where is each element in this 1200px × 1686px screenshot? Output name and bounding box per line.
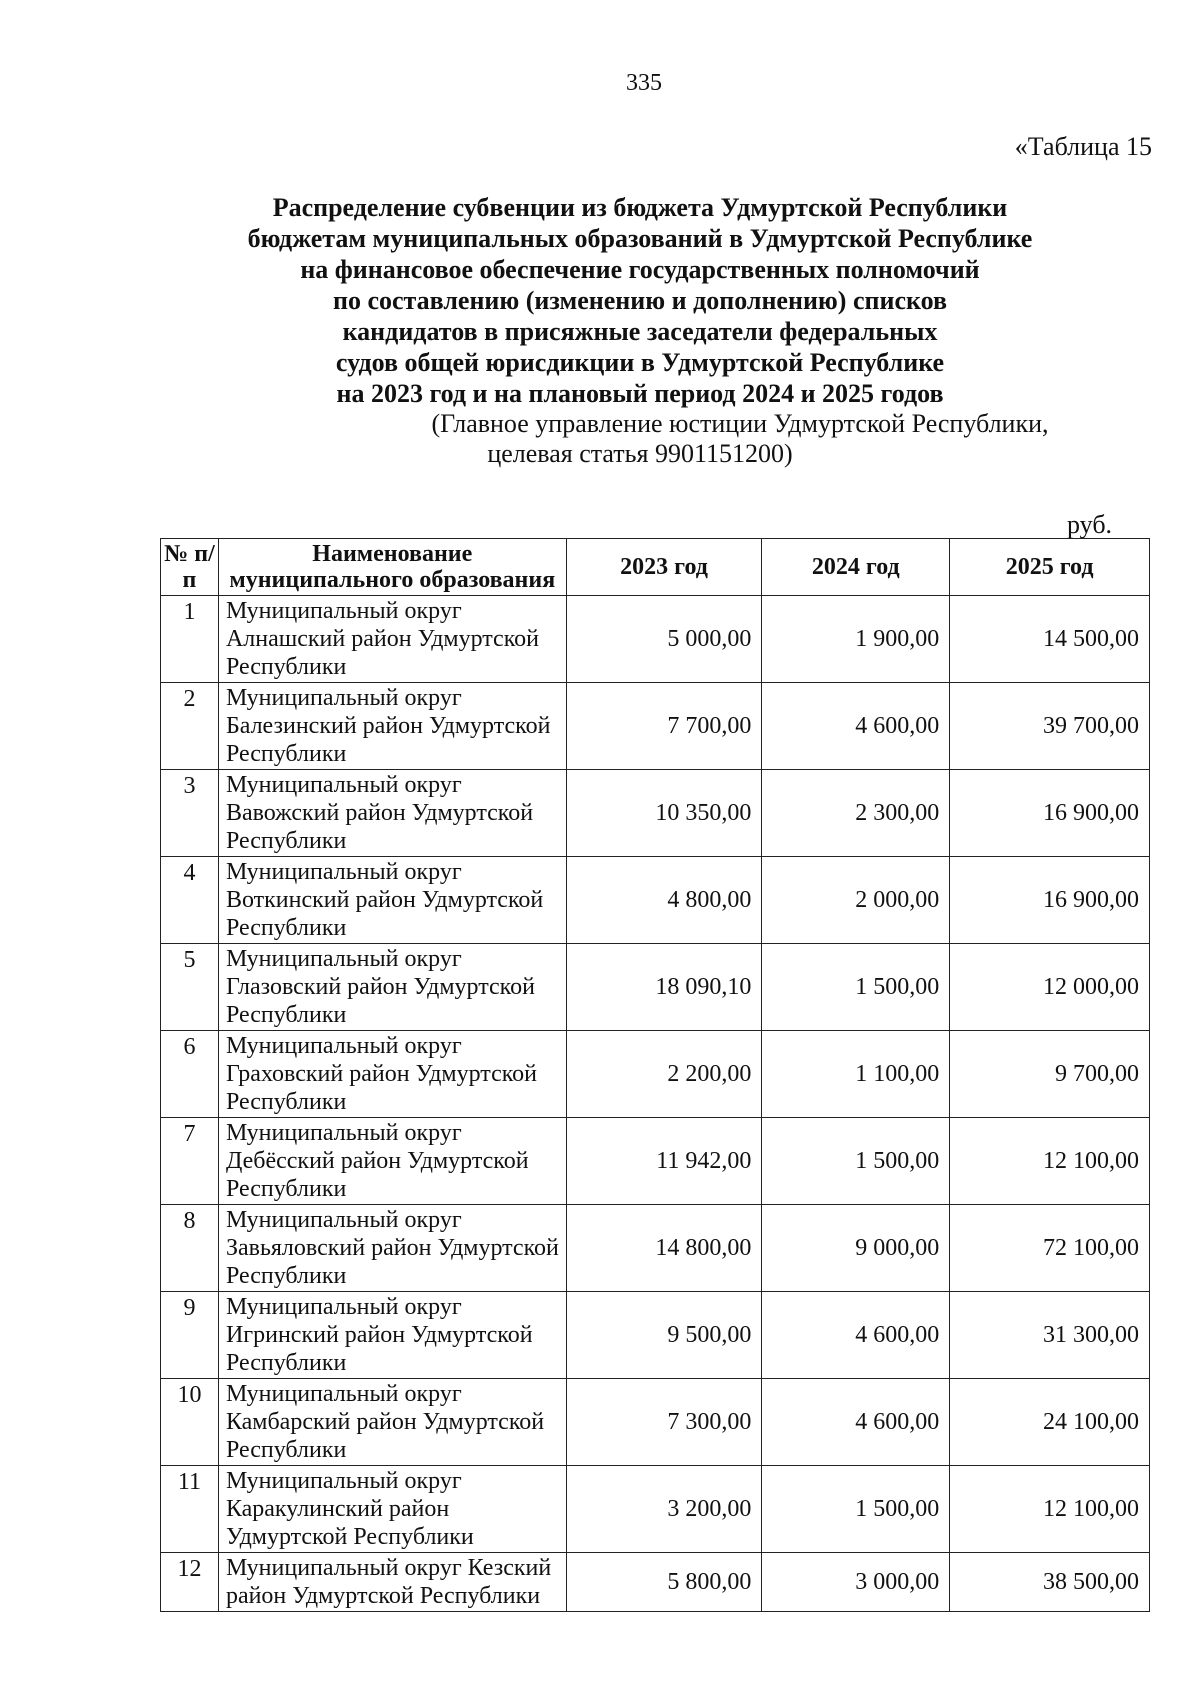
row-name: Муниципальный округ Дебёсский район Удмуртской Республики — [218, 1118, 566, 1205]
value-2023: 18 090,10 — [566, 944, 762, 1031]
value-2024: 1 500,00 — [762, 944, 950, 1031]
row-name: Муниципальный округ Алнашский район Удмуртской Республики — [218, 596, 566, 683]
header-2025: 2025 год — [950, 539, 1150, 596]
subtitle-line: целевая статья 9901151200) — [487, 439, 793, 468]
title-line: кандидатов в присяжные заседатели федеральных — [342, 317, 938, 346]
row-name: Муниципальный округ Завьяловский район Удмуртской Республики — [218, 1205, 566, 1292]
value-2023: 5 800,00 — [566, 1553, 762, 1612]
value-2025: 39 700,00 — [950, 683, 1150, 770]
value-2025: 72 100,00 — [950, 1205, 1150, 1292]
title-line: по составлению (изменению и дополнению) списков — [332, 286, 948, 315]
header-2024: 2024 год — [762, 539, 950, 596]
value-2025: 31 300,00 — [950, 1292, 1150, 1379]
value-2024: 2 300,00 — [762, 770, 950, 857]
currency-units: руб. — [1067, 510, 1113, 539]
value-2023: 9 500,00 — [566, 1292, 762, 1379]
row-number: 12 — [161, 1553, 219, 1612]
value-2024: 1 500,00 — [762, 1466, 950, 1553]
header-2023: 2023 год — [566, 539, 762, 596]
table-row — [161, 1205, 1150, 1292]
row-name: Муниципальный округ Камбарский район Удмуртской Республики — [218, 1379, 566, 1466]
value-2023: 4 800,00 — [566, 857, 762, 944]
table-label: «Таблица 15 — [1014, 132, 1152, 161]
title-line: на 2023 год и на плановый период 2024 и 2025 годов — [336, 379, 944, 408]
value-2024: 1 900,00 — [762, 596, 950, 683]
table-row — [161, 944, 1150, 1031]
table-row — [161, 1118, 1150, 1205]
table-row — [161, 1553, 1150, 1612]
value-2023: 5 000,00 — [566, 596, 762, 683]
title-line: Распределение субвенции из бюджета Удмуртской Республики — [272, 193, 1008, 222]
value-2023: 7 300,00 — [566, 1379, 762, 1466]
table-row — [161, 1031, 1150, 1118]
value-2024: 1 500,00 — [762, 1118, 950, 1205]
row-number: 2 — [161, 683, 219, 770]
row-number: 8 — [161, 1205, 219, 1292]
row-number: 6 — [161, 1031, 219, 1118]
row-name: Муниципальный округ Балезинский район Удмуртской Республики — [218, 683, 566, 770]
value-2025: 12 000,00 — [950, 944, 1150, 1031]
title-line: судов общей юрисдикции в Удмуртской Республике — [335, 348, 945, 377]
row-number: 3 — [161, 770, 219, 857]
row-number: 11 — [161, 1466, 219, 1553]
value-2023: 10 350,00 — [566, 770, 762, 857]
value-2025: 16 900,00 — [950, 770, 1150, 857]
value-2023: 2 200,00 — [566, 1031, 762, 1118]
header-name: Наименование муниципального образования — [218, 539, 566, 596]
value-2023: 3 200,00 — [566, 1466, 762, 1553]
row-number: 1 — [161, 596, 219, 683]
value-2025: 12 100,00 — [950, 1118, 1150, 1205]
table-row — [161, 1379, 1150, 1466]
subtitle-line: (Главное управление юстиции Удмуртской Республики, — [431, 409, 1049, 438]
value-2023: 14 800,00 — [566, 1205, 762, 1292]
table-row — [161, 857, 1150, 944]
row-number: 7 — [161, 1118, 219, 1205]
row-name: Муниципальный округ Глазовский район Удмуртской Республики — [218, 944, 566, 1031]
table-row — [161, 1466, 1150, 1553]
table-row — [161, 683, 1150, 770]
document-title — [140, 192, 1140, 469]
value-2024: 4 600,00 — [762, 1379, 950, 1466]
table-row — [161, 770, 1150, 857]
row-number: 4 — [161, 857, 219, 944]
value-2025: 38 500,00 — [950, 1553, 1150, 1612]
table-row — [161, 596, 1150, 683]
page-number: 335 — [626, 70, 662, 96]
row-name: Муниципальный округ Воткинский район Удмуртской Республики — [218, 857, 566, 944]
table-header-row — [161, 539, 1150, 596]
row-number: 5 — [161, 944, 219, 1031]
value-2024: 4 600,00 — [762, 683, 950, 770]
value-2025: 14 500,00 — [950, 596, 1150, 683]
value-2023: 11 942,00 — [566, 1118, 762, 1205]
value-2023: 7 700,00 — [566, 683, 762, 770]
subvention-table — [160, 538, 1150, 1612]
title-line: бюджетам муниципальных образований в Удмуртской Республике — [247, 224, 1033, 253]
row-number: 9 — [161, 1292, 219, 1379]
value-2024: 2 000,00 — [762, 857, 950, 944]
row-name: Муниципальный округ Игринский район Удмуртской Республики — [218, 1292, 566, 1379]
title-line: на финансовое обеспечение государственных полномочий — [300, 255, 980, 284]
value-2024: 3 000,00 — [762, 1553, 950, 1612]
value-2024: 9 000,00 — [762, 1205, 950, 1292]
value-2025: 9 700,00 — [950, 1031, 1150, 1118]
value-2024: 1 100,00 — [762, 1031, 950, 1118]
value-2024: 4 600,00 — [762, 1292, 950, 1379]
row-name: Муниципальный округ Вавожский район Удмуртской Республики — [218, 770, 566, 857]
header-num: № п/п — [161, 539, 219, 596]
row-name: Муниципальный округ Кезский район Удмуртской Республики — [218, 1553, 566, 1612]
row-number: 10 — [161, 1379, 219, 1466]
table-row — [161, 1292, 1150, 1379]
value-2025: 16 900,00 — [950, 857, 1150, 944]
value-2025: 12 100,00 — [950, 1466, 1150, 1553]
row-name: Муниципальный округ Каракулинский район Удмуртской Республики — [218, 1466, 566, 1553]
row-name: Муниципальный округ Граховский район Удмуртской Республики — [218, 1031, 566, 1118]
value-2025: 24 100,00 — [950, 1379, 1150, 1466]
